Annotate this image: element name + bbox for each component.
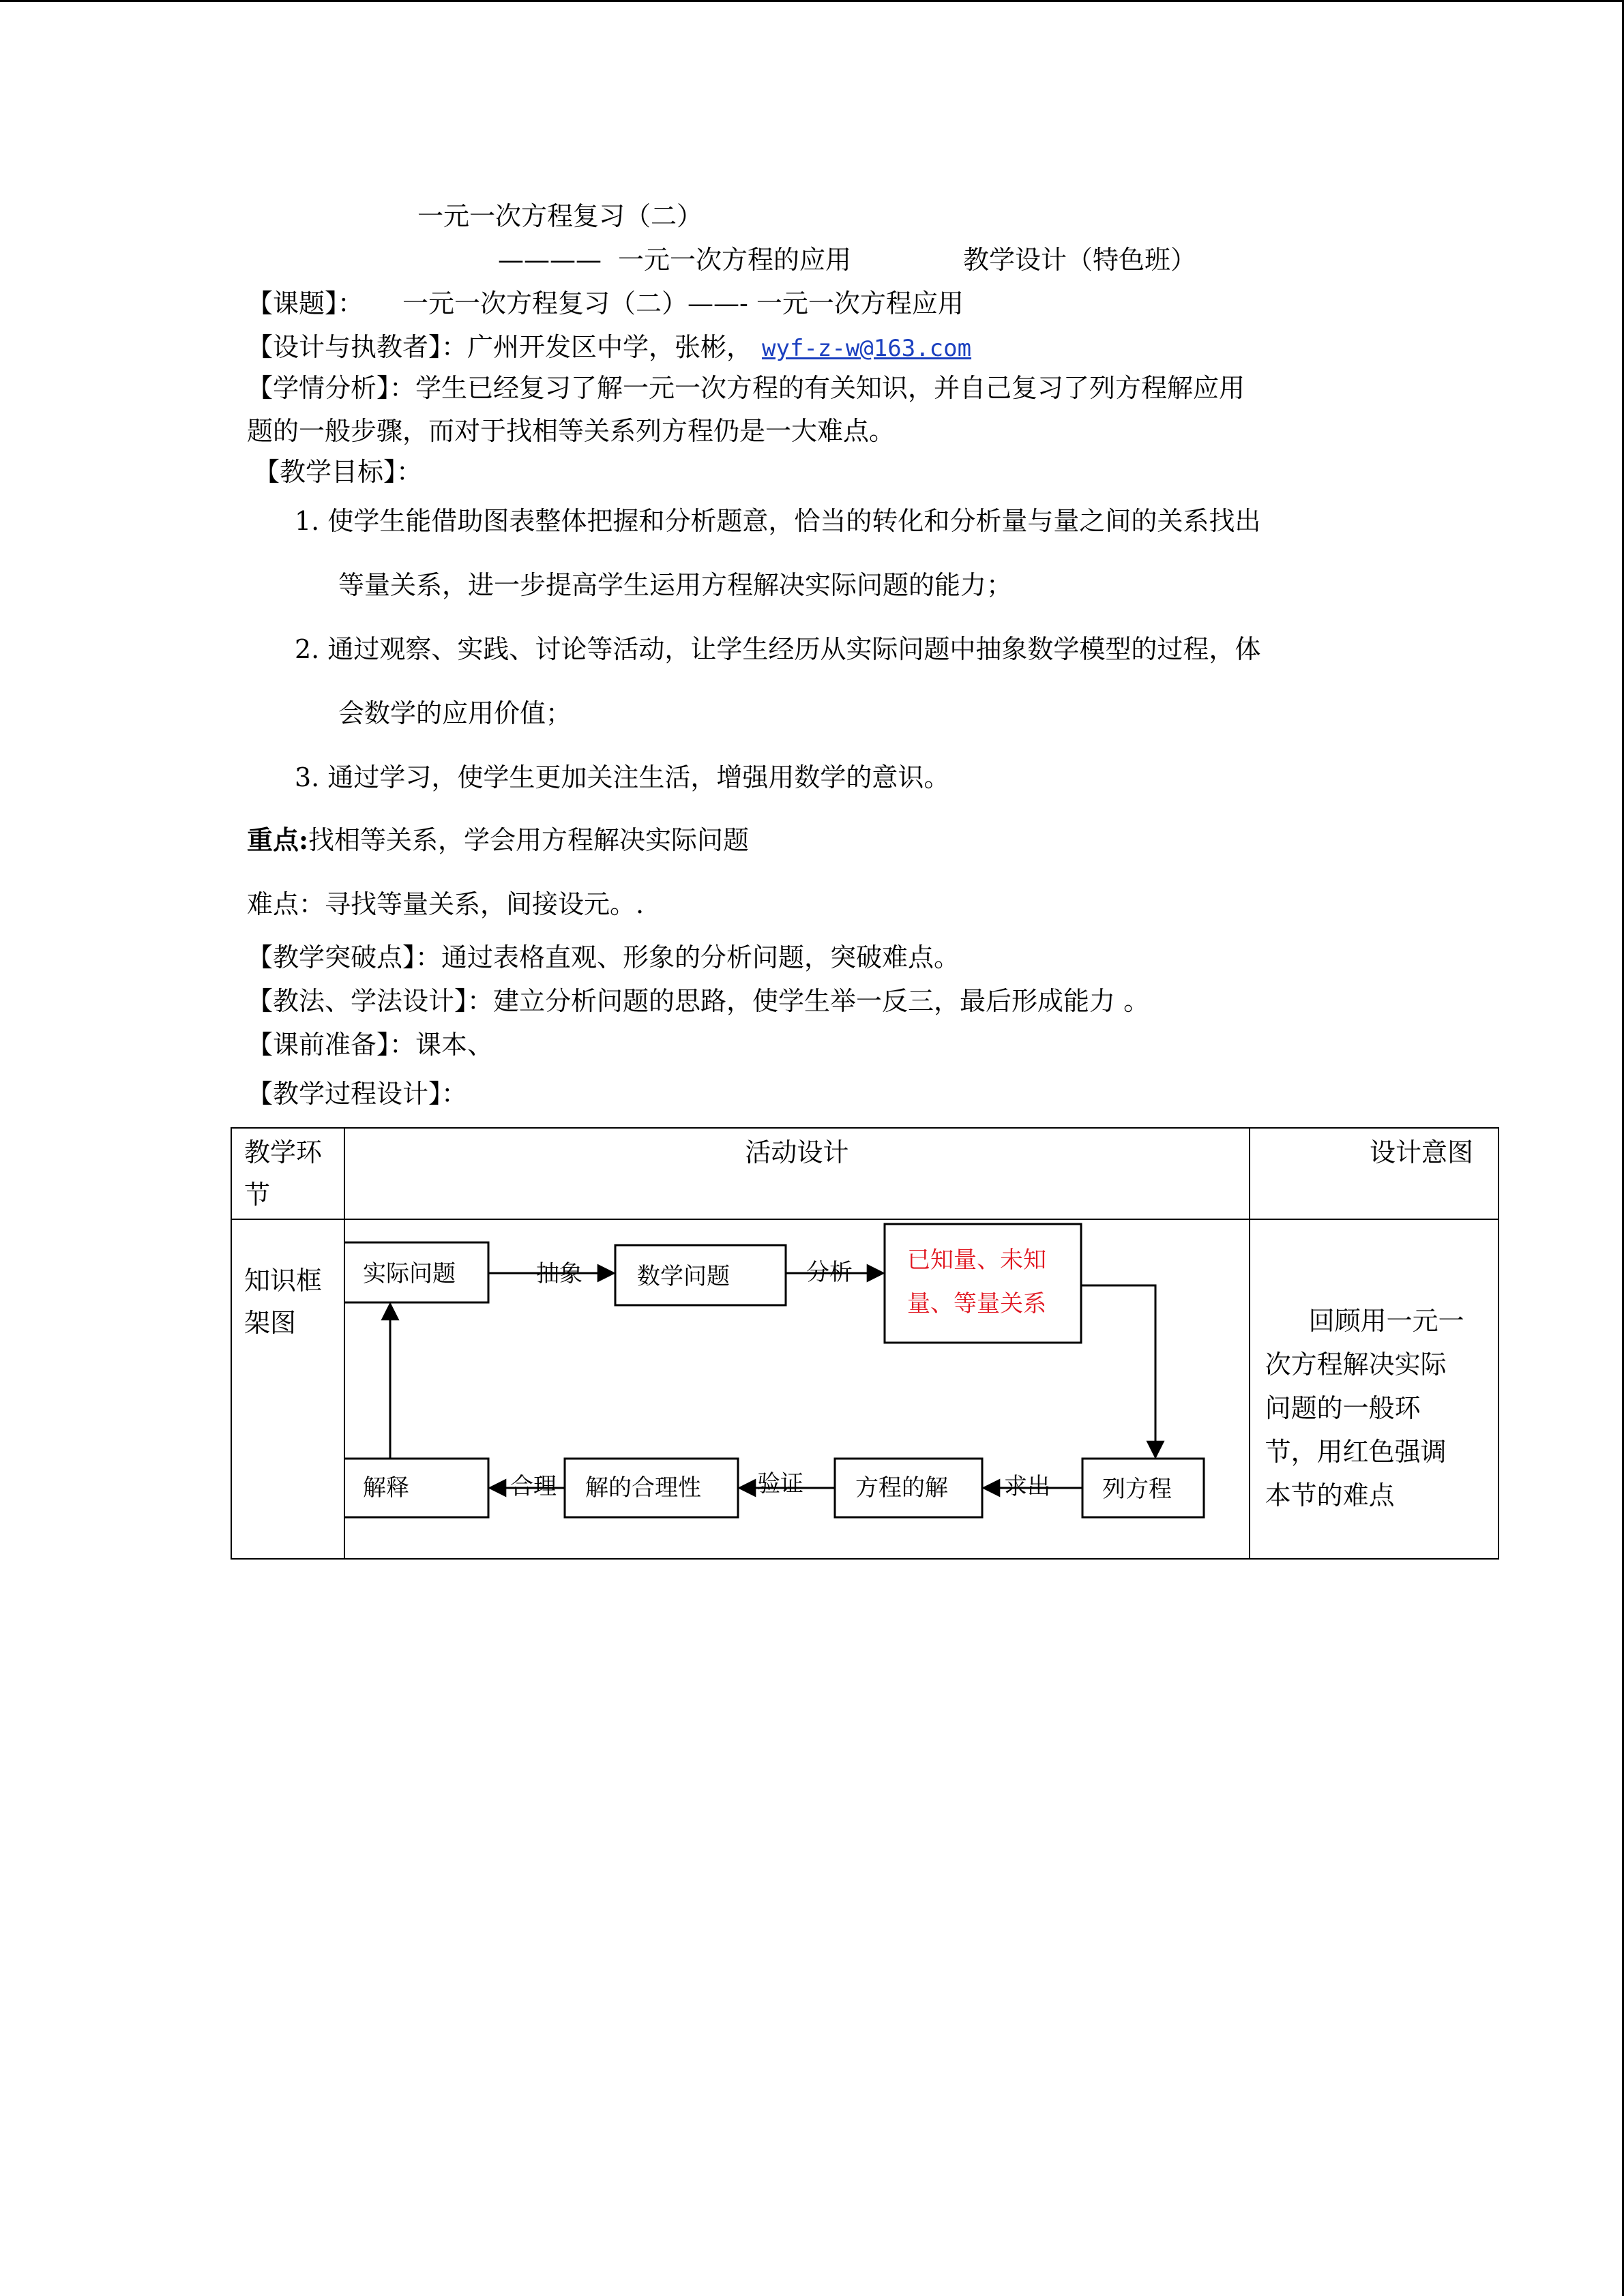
doc-subtitle: 一元一次方程的应用 (618, 245, 852, 275)
label-actual-problem: 实际问题 (363, 1260, 456, 1287)
table-row (231, 1219, 1498, 1559)
key-point-label: 重点: (247, 824, 309, 855)
arrow-label-reasonable: 合理 (510, 1473, 557, 1500)
breakthrough: 【教学突破点】：通过表格直观、形象的分析问题，突破难点。 (247, 942, 960, 972)
lesson-label: 【课题】： (247, 288, 364, 318)
goal-2-line-1: 2. 通过观察、实践、讨论等活动，让学生经历从实际问题中抽象数学模型的过程，体 (295, 634, 1261, 664)
goal-3: 3. 通过学习，使学生更加关注生活，增强用数学的意识。 (295, 762, 950, 792)
method: 【教法、学法设计】：建立分析问题的思路，使学生举一反三，最后形成能力 。 (247, 986, 1150, 1016)
analysis-line-1: 【学情分析】：学生已经复习了解一元一次方程的有关知识，并自己复习了列方程解应用 (247, 373, 1245, 403)
label-math-problem: 数学问题 (637, 1263, 730, 1290)
intent-line-5: 本节的难点 (1265, 1480, 1395, 1510)
goal-1-line-1: 1. 使学生能借助图表整体把握和分析题意，恰当的转化和分析量与量之间的关系找出 (295, 506, 1261, 536)
preparation: 【课前准备】：课本、 (247, 1030, 494, 1060)
doc-subtitle-design: 教学设计（特色班） (963, 245, 1197, 275)
label-equation: 列方程 (1102, 1476, 1172, 1503)
label-explanation: 解释 (363, 1474, 410, 1502)
analysis-line-2: 题的一般步骤，而对于找相等关系列方程仍是一大难点。 (247, 416, 896, 446)
header-stage-line-2: 节 (244, 1180, 271, 1210)
intent-line-4: 节，用红色强调 (1265, 1437, 1447, 1467)
intent-line-3: 问题的一般环 (1265, 1393, 1421, 1423)
process-table (231, 1127, 1499, 1560)
goal-1-line-2: 等量关系，进一步提高学生运用方程解决实际问题的能力； (338, 570, 1013, 600)
header-activity: 活动设计 (745, 1137, 849, 1167)
goal-2-line-2: 会数学的应用价值； (338, 698, 572, 728)
header-intent: 设计意图 (1369, 1137, 1473, 1167)
difficulty: 难点：寻找等量关系，间接设元。. (247, 889, 645, 919)
doc-title: 一元一次方程复习（二） (417, 201, 703, 231)
box-known-quantities (885, 1224, 1081, 1343)
activity-cell (344, 1219, 1249, 1559)
label-reasonableness: 解的合理性 (585, 1474, 702, 1502)
label-known-line-1: 已知量、未知 (907, 1247, 1047, 1274)
stage-cell (231, 1219, 344, 1559)
arrow-label-abstract: 抽象 (536, 1260, 583, 1287)
doc-subtitle-dash: ———— (498, 245, 602, 275)
designer-email-link[interactable]: wyf-z-w@163.com (762, 335, 972, 362)
goals-label: 【教学目标】： (254, 457, 423, 487)
knowledge-flowchart (345, 1220, 1249, 1558)
intent-line-2: 次方程解决实际 (1265, 1350, 1447, 1380)
label-known-line-2: 量、等量关系 (907, 1290, 1047, 1317)
designer-label: 【设计与执教者】：广州开发区中学，张彬， (247, 332, 753, 362)
header-activity-cell (344, 1128, 1249, 1219)
arrow-label-solve: 求出 (1004, 1473, 1051, 1500)
process-label: 【教学过程设计】： (247, 1079, 468, 1109)
arrow-label-analyze: 分析 (806, 1259, 853, 1286)
table-header-row (231, 1128, 1498, 1219)
stage-line-2: 架图 (244, 1308, 297, 1338)
label-solution: 方程的解 (855, 1474, 949, 1502)
designer-line (247, 331, 971, 365)
header-stage-cell (231, 1128, 344, 1219)
page-top-border (0, 0, 1624, 2)
intent-cell (1250, 1219, 1498, 1559)
header-stage-line-1: 教学环 (244, 1137, 323, 1167)
key-point-text: 找相等关系，学会用方程解决实际问题 (308, 825, 750, 855)
intent-line-1: 回顾用一元一 (1308, 1306, 1464, 1336)
arrow-label-verify: 验证 (757, 1470, 804, 1497)
arrow-down-to-equation (1081, 1285, 1155, 1457)
header-intent-cell (1250, 1128, 1498, 1219)
key-point (247, 824, 749, 856)
lesson-value: 一元一次方程复习（二）——- 一元一次方程应用 (402, 288, 964, 318)
stage-line-1: 知识框 (244, 1266, 323, 1296)
